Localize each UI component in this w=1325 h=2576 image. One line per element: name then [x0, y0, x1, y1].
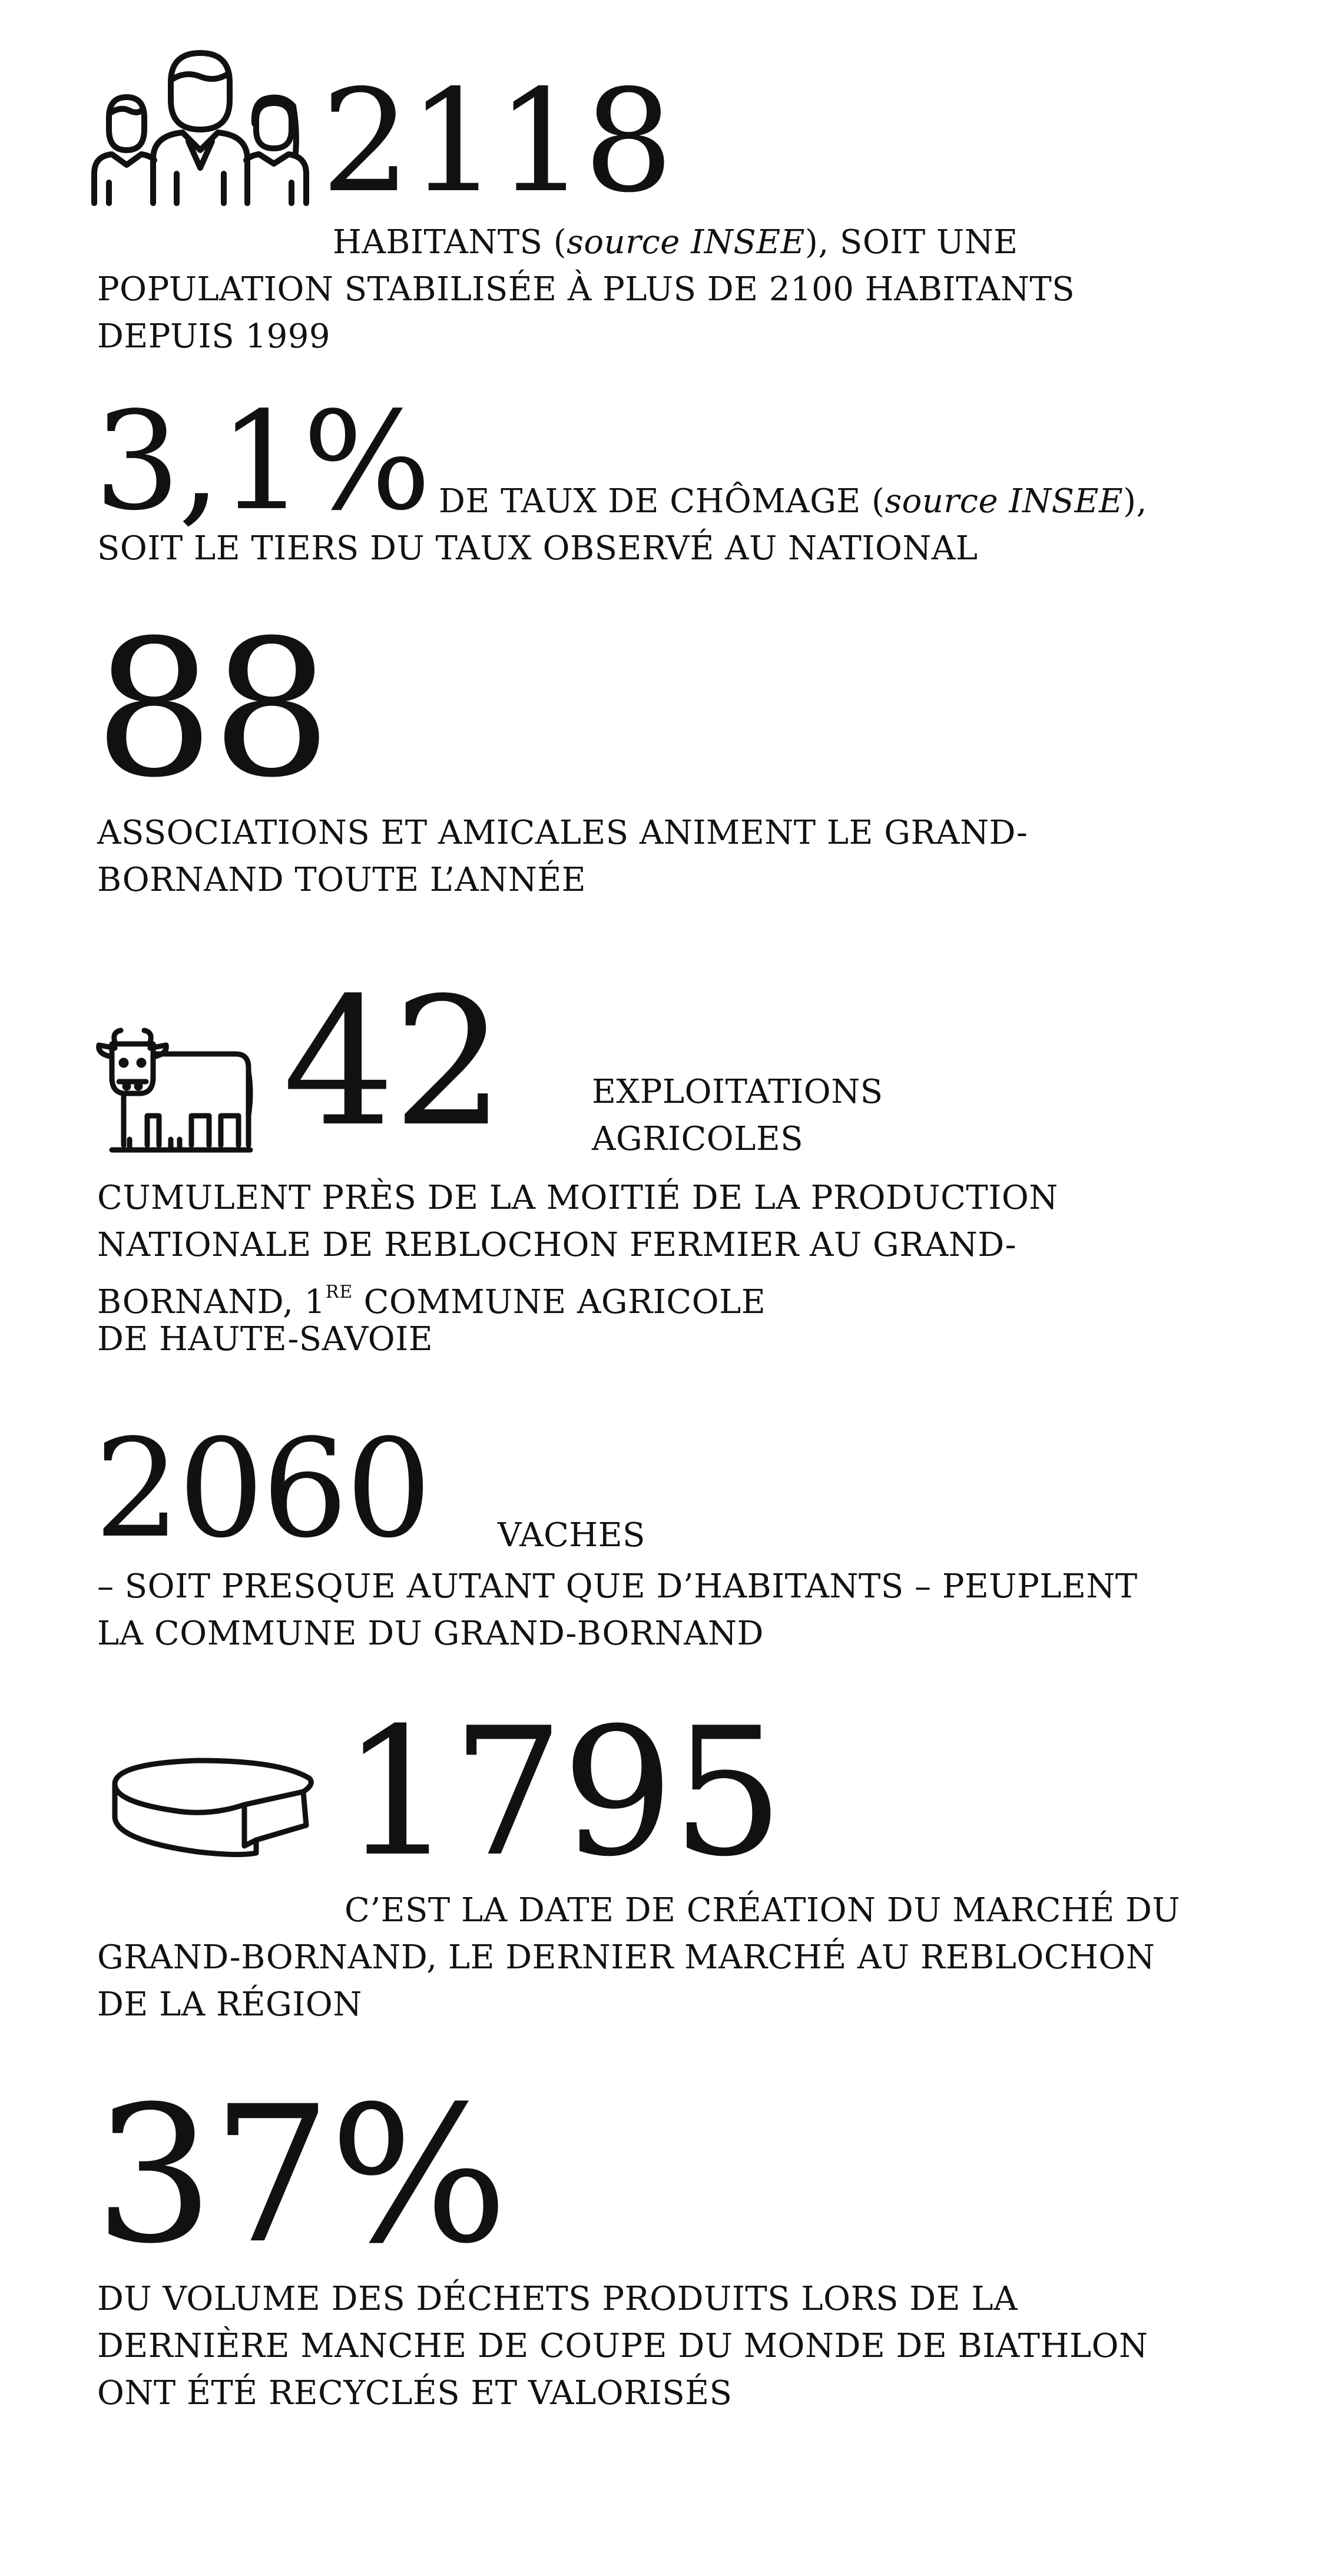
stat-description: NATIONALE DE REBLOCHON FERMIER AU GRAND- [97, 1226, 1017, 1264]
stat-description: DEPUIS 1999 [97, 317, 330, 356]
stat-description: DU VOLUME DES DÉCHETS PRODUITS LORS DE LA [97, 2280, 1018, 2318]
stat-description: C’EST LA DATE DE CRÉATION DU MARCHÉ DU [344, 1891, 1181, 1929]
stat-description: DE LA RÉGION [97, 1985, 362, 2024]
stat-description: CUMULENT PRÈS DE LA MOITIÉ DE LA PRODUCTION [97, 1179, 1058, 1217]
stat-text: BORNAND, 1 [97, 1283, 326, 1321]
stat-description: LA COMMUNE DU GRAND-BORNAND [97, 1614, 764, 1653]
stat-number: 3,1% [94, 383, 429, 541]
stat-label: EXPLOITATIONS [592, 1073, 883, 1111]
stat-number: 42 [283, 960, 503, 1165]
stat-number: 88 [94, 600, 330, 819]
stat-description: DERNIÈRE MANCHE DE COUPE DU MONDE DE BIATHLON [97, 2327, 1148, 2365]
stat-description: ASSOCIATIONS ET AMICALES ANIMENT LE GRAND- [97, 814, 1028, 852]
source-text: source INSEE [567, 223, 805, 261]
stat-number: 1795 [342, 1690, 782, 1895]
stat-description: POPULATION STABILISÉE À PLUS DE 2100 HABITANTS [97, 270, 1075, 309]
stat-description: BORNAND TOUTE L’ANNÉE [97, 861, 587, 899]
ordinal-suffix: RE [325, 1282, 353, 1302]
stat-number: 2118 [321, 59, 671, 224]
stat-text: ), SOIT UNE [805, 223, 1018, 261]
source-text: source INSEE [885, 482, 1124, 520]
stat-description: ONT ÉTÉ RECYCLÉS ET VALORISÉS [97, 2374, 733, 2412]
stat-text: DE TAUX DE CHÔMAGE ( [439, 482, 885, 520]
stat-description [439, 478, 1147, 525]
cow-icon [94, 1027, 253, 1154]
stat-label: AGRICOLES [592, 1120, 804, 1158]
stat-text: COMMUNE AGRICOLE [353, 1283, 766, 1321]
stat-description: – SOIT PRESQUE AUTANT QUE D’HABITANTS – PEUPLENT [97, 1567, 1138, 1606]
stat-description: SOIT LE TIERS DU TAUX OBSERVÉ AU NATIONAL [97, 529, 978, 568]
stat-description: DE HAUTE-SAVOIE [97, 1320, 433, 1358]
stat-number: 2060 [94, 1411, 430, 1568]
people-icon [88, 47, 312, 206]
stat-text: HABITANTS ( [333, 223, 567, 261]
stat-description: GRAND-BORNAND, LE DERNIER MARCHÉ AU REBLOCHON [97, 1938, 1155, 1977]
stat-number: 37% [94, 2066, 506, 2285]
stat-label: VACHES [498, 1516, 646, 1554]
stat-description [333, 219, 1018, 266]
cheese-icon [109, 1752, 321, 1875]
stat-text: ), [1123, 482, 1147, 520]
